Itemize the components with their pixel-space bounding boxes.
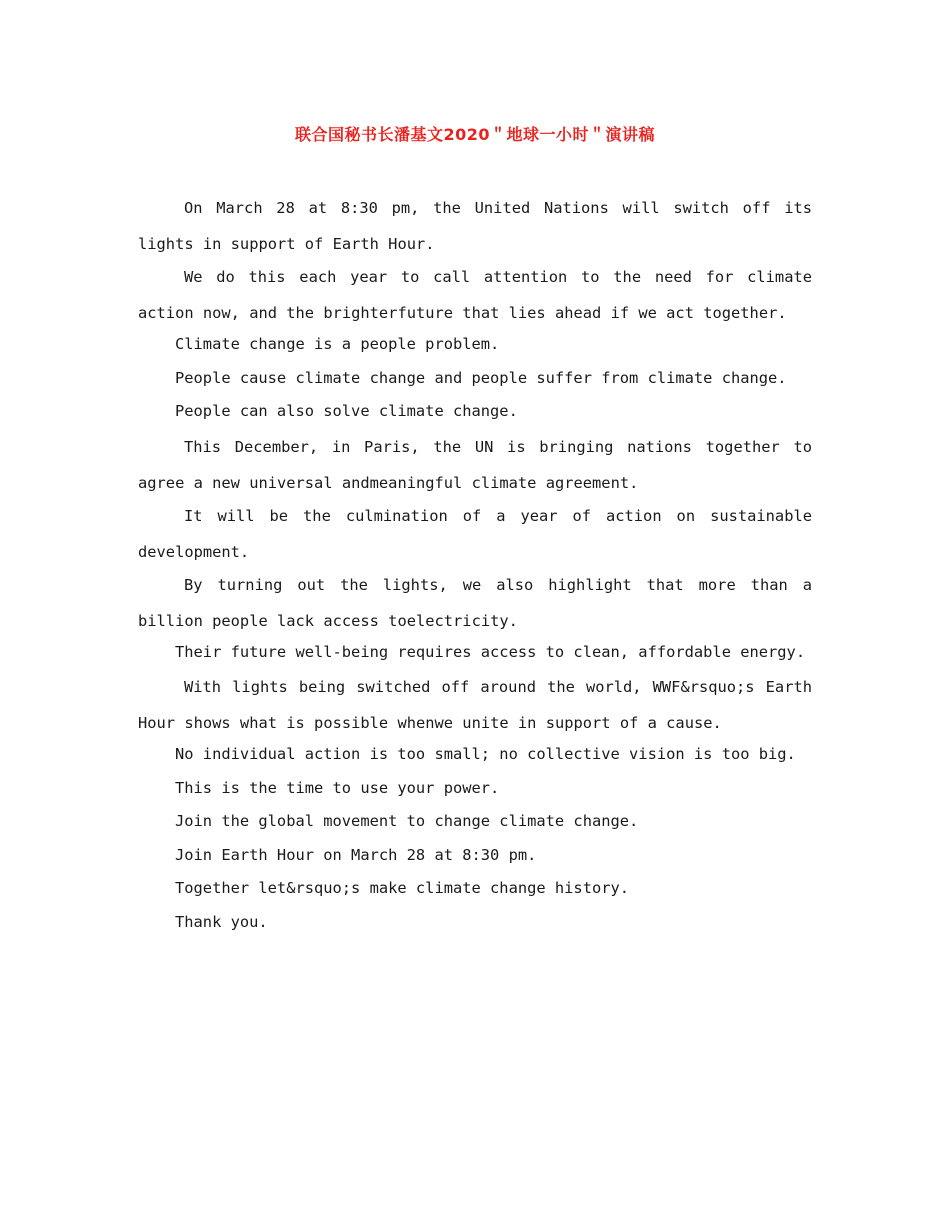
paragraph: People can also solve climate change. [175,402,518,420]
paragraph: Join Earth Hour on March 28 at 8:30 pm. [175,845,537,864]
paragraph: This December, in Paris, the UN is bringing nations together to agree a new universal andmeaningful climate agreement. [138,437,812,492]
paragraph: This is the time to use your power. [175,778,500,797]
paragraph: It will be the culmination of a year of action on sustainable development. [138,506,812,561]
paragraph: By turning out the lights, we also highlight that more than a billion people lack access toelectricity. [138,575,812,630]
paragraph: Join the global movement to change climate change. [175,812,639,830]
document-title: 联合国秘书长潘基文2020＂地球一小时＂演讲稿 [294,125,656,144]
paragraph: Together let&rsquo;s make climate change history. [175,879,630,897]
paragraph: With lights being switched off around the world, WWF&rsquo;s Earth Hour shows what is possible whenwe unite in support of a cause. [138,678,812,732]
paragraph: Thank you. [175,912,268,931]
paragraph: We do this each year to call attention to the need for climate action now, and the brighterfuture that lies ahead if we act together. [138,268,812,322]
paragraph: Climate change is a people problem. [175,335,500,353]
paragraph: No individual action is too small; no collective vision is too big. [175,745,796,763]
paragraph: On March 28 at 8:30 pm, the United Nations will switch off its lights in support of Earth Hour. [138,199,812,253]
paragraph: Their future well-being requires access to clean, affordable energy. [175,642,806,661]
document-body [138,190,812,939]
paragraph: People cause climate change and people suffer from climate change. [175,368,787,387]
